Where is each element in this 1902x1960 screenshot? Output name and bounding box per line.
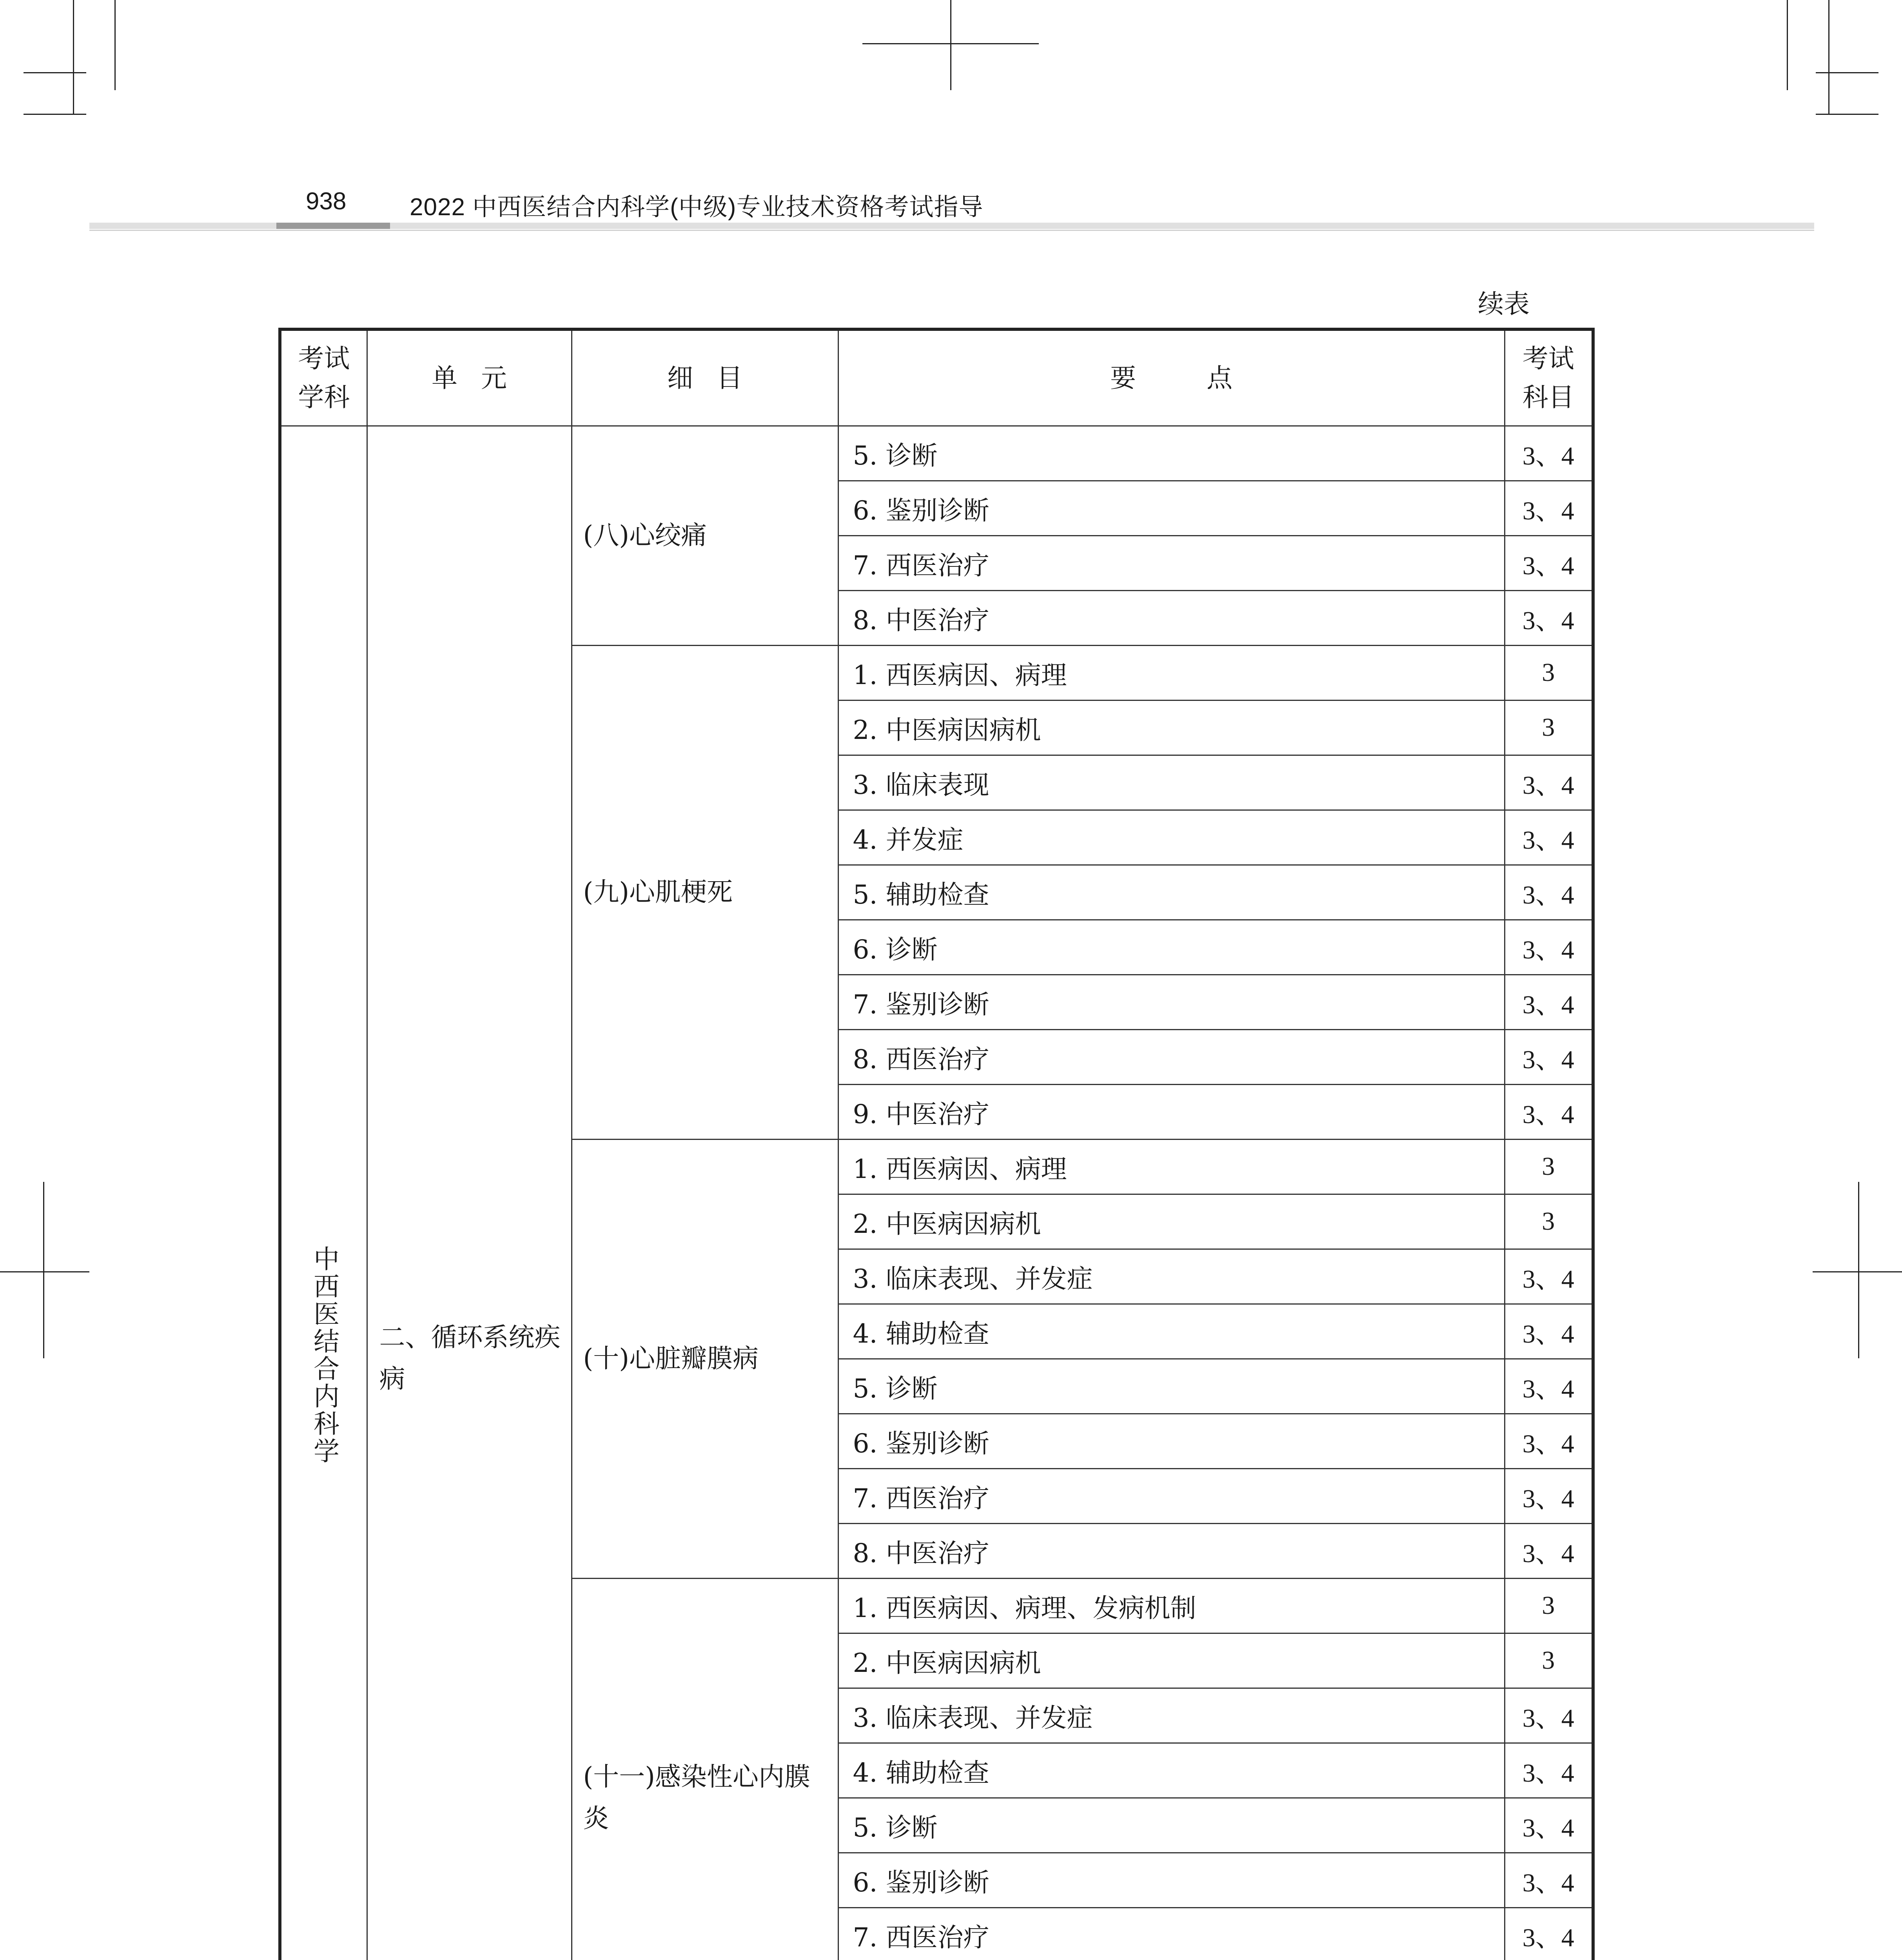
crop-mark bbox=[1816, 114, 1878, 115]
point-cell: 7. 西医治疗 bbox=[838, 1468, 1505, 1523]
crop-mark bbox=[43, 1182, 44, 1358]
header-points: 要点 bbox=[838, 329, 1505, 426]
exam-cell: 3、4 bbox=[1505, 1414, 1593, 1468]
crop-mark bbox=[950, 0, 951, 90]
point-cell: 4. 辅助检查 bbox=[838, 1743, 1505, 1798]
crop-mark bbox=[1816, 72, 1878, 73]
point-cell: 3. 临床表现 bbox=[838, 755, 1505, 810]
point-cell: 2. 中医病因病机 bbox=[838, 700, 1505, 755]
page-number: 938 bbox=[306, 188, 347, 215]
crop-mark bbox=[1813, 1271, 1902, 1272]
exam-cell: 3 bbox=[1505, 1578, 1593, 1633]
exam-cell: 3、4 bbox=[1505, 975, 1593, 1029]
detail-cell: (十一)感染性心内膜炎 bbox=[572, 1578, 838, 1960]
point-cell: 3. 临床表现、并发症 bbox=[838, 1249, 1505, 1304]
header-unit: 单元 bbox=[367, 329, 572, 426]
exam-cell: 3、4 bbox=[1505, 1853, 1593, 1907]
exam-cell: 3、4 bbox=[1505, 1359, 1593, 1414]
point-cell: 1. 西医病因、病理、发病机制 bbox=[838, 1578, 1505, 1633]
point-cell: 7. 西医治疗 bbox=[838, 535, 1505, 590]
point-cell: 6. 鉴别诊断 bbox=[838, 1414, 1505, 1468]
table-header-row bbox=[280, 329, 1593, 426]
exam-cell: 3、4 bbox=[1505, 1798, 1593, 1853]
exam-cell: 3 bbox=[1505, 700, 1593, 755]
crop-mark bbox=[24, 72, 86, 73]
point-cell: 4. 并发症 bbox=[838, 810, 1505, 865]
header-rule-line bbox=[89, 230, 1814, 231]
point-cell: 8. 中医治疗 bbox=[838, 1523, 1505, 1578]
header-detail: 细目 bbox=[572, 329, 838, 426]
exam-cell: 3 bbox=[1505, 1139, 1593, 1194]
exam-cell: 3、4 bbox=[1505, 920, 1593, 975]
point-cell: 8. 西医治疗 bbox=[838, 1029, 1505, 1084]
point-cell: 5. 诊断 bbox=[838, 426, 1505, 481]
exam-cell: 3、4 bbox=[1505, 1468, 1593, 1523]
unit-cell: 二、循环系统疾病 bbox=[367, 426, 572, 1960]
exam-cell: 3、4 bbox=[1505, 1523, 1593, 1578]
point-cell: 1. 西医病因、病理 bbox=[838, 645, 1505, 700]
exam-cell: 3、4 bbox=[1505, 1907, 1593, 1960]
crop-mark bbox=[0, 1271, 89, 1272]
exam-cell: 3 bbox=[1505, 1194, 1593, 1249]
crop-mark bbox=[1828, 0, 1829, 114]
point-cell: 6. 鉴别诊断 bbox=[838, 481, 1505, 535]
exam-cell: 3、4 bbox=[1505, 426, 1593, 481]
header-rule-accent bbox=[276, 223, 390, 229]
point-cell: 6. 鉴别诊断 bbox=[838, 1853, 1505, 1907]
subject-cell bbox=[280, 426, 367, 1960]
point-cell: 2. 中医病因病机 bbox=[838, 1194, 1505, 1249]
point-cell: 6. 诊断 bbox=[838, 920, 1505, 975]
exam-cell: 3 bbox=[1505, 1633, 1593, 1688]
exam-cell: 3、4 bbox=[1505, 1688, 1593, 1743]
exam-cell: 3、4 bbox=[1505, 481, 1593, 535]
table-row bbox=[280, 426, 1593, 481]
syllabus-table bbox=[278, 328, 1595, 1960]
point-cell: 7. 鉴别诊断 bbox=[838, 975, 1505, 1029]
exam-cell: 3、4 bbox=[1505, 1743, 1593, 1798]
point-cell: 5. 辅助检查 bbox=[838, 865, 1505, 920]
table-body bbox=[280, 426, 1593, 1960]
point-cell: 2. 中医病因病机 bbox=[838, 1633, 1505, 1688]
exam-cell: 3、4 bbox=[1505, 755, 1593, 810]
exam-cell: 3、4 bbox=[1505, 1304, 1593, 1359]
crop-mark bbox=[114, 0, 116, 90]
crop-mark bbox=[73, 0, 74, 114]
crop-mark bbox=[24, 114, 86, 115]
detail-cell: (九)心肌梗死 bbox=[572, 645, 838, 1139]
detail-cell: (八)心绞痛 bbox=[572, 426, 838, 645]
exam-cell: 3、4 bbox=[1505, 1084, 1593, 1139]
crop-mark bbox=[1858, 1182, 1859, 1358]
exam-cell: 3、4 bbox=[1505, 1029, 1593, 1084]
detail-cell: (十)心脏瓣膜病 bbox=[572, 1139, 838, 1578]
exam-cell: 3、4 bbox=[1505, 590, 1593, 645]
continued-label: 续表 bbox=[1478, 289, 1530, 319]
exam-cell: 3、4 bbox=[1505, 1249, 1593, 1304]
subject-text: 中西医结合内科学 bbox=[309, 1245, 339, 1465]
point-cell: 9. 中医治疗 bbox=[838, 1084, 1505, 1139]
header-subject: 考试 学科 bbox=[280, 329, 367, 426]
header-exam: 考试 科目 bbox=[1505, 329, 1593, 426]
point-cell: 5. 诊断 bbox=[838, 1359, 1505, 1414]
point-cell: 4. 辅助检查 bbox=[838, 1304, 1505, 1359]
point-cell: 8. 中医治疗 bbox=[838, 590, 1505, 645]
crop-mark bbox=[1787, 0, 1788, 90]
exam-cell: 3、4 bbox=[1505, 865, 1593, 920]
point-cell: 7. 西医治疗 bbox=[838, 1907, 1505, 1960]
book-title: 2022 中西医结合内科学(中级)专业技术资格考试指导 bbox=[410, 194, 984, 221]
exam-cell: 3、4 bbox=[1505, 535, 1593, 590]
point-cell: 3. 临床表现、并发症 bbox=[838, 1688, 1505, 1743]
exam-cell: 3、4 bbox=[1505, 810, 1593, 865]
point-cell: 5. 诊断 bbox=[838, 1798, 1505, 1853]
exam-cell: 3 bbox=[1505, 645, 1593, 700]
point-cell: 1. 西医病因、病理 bbox=[838, 1139, 1505, 1194]
